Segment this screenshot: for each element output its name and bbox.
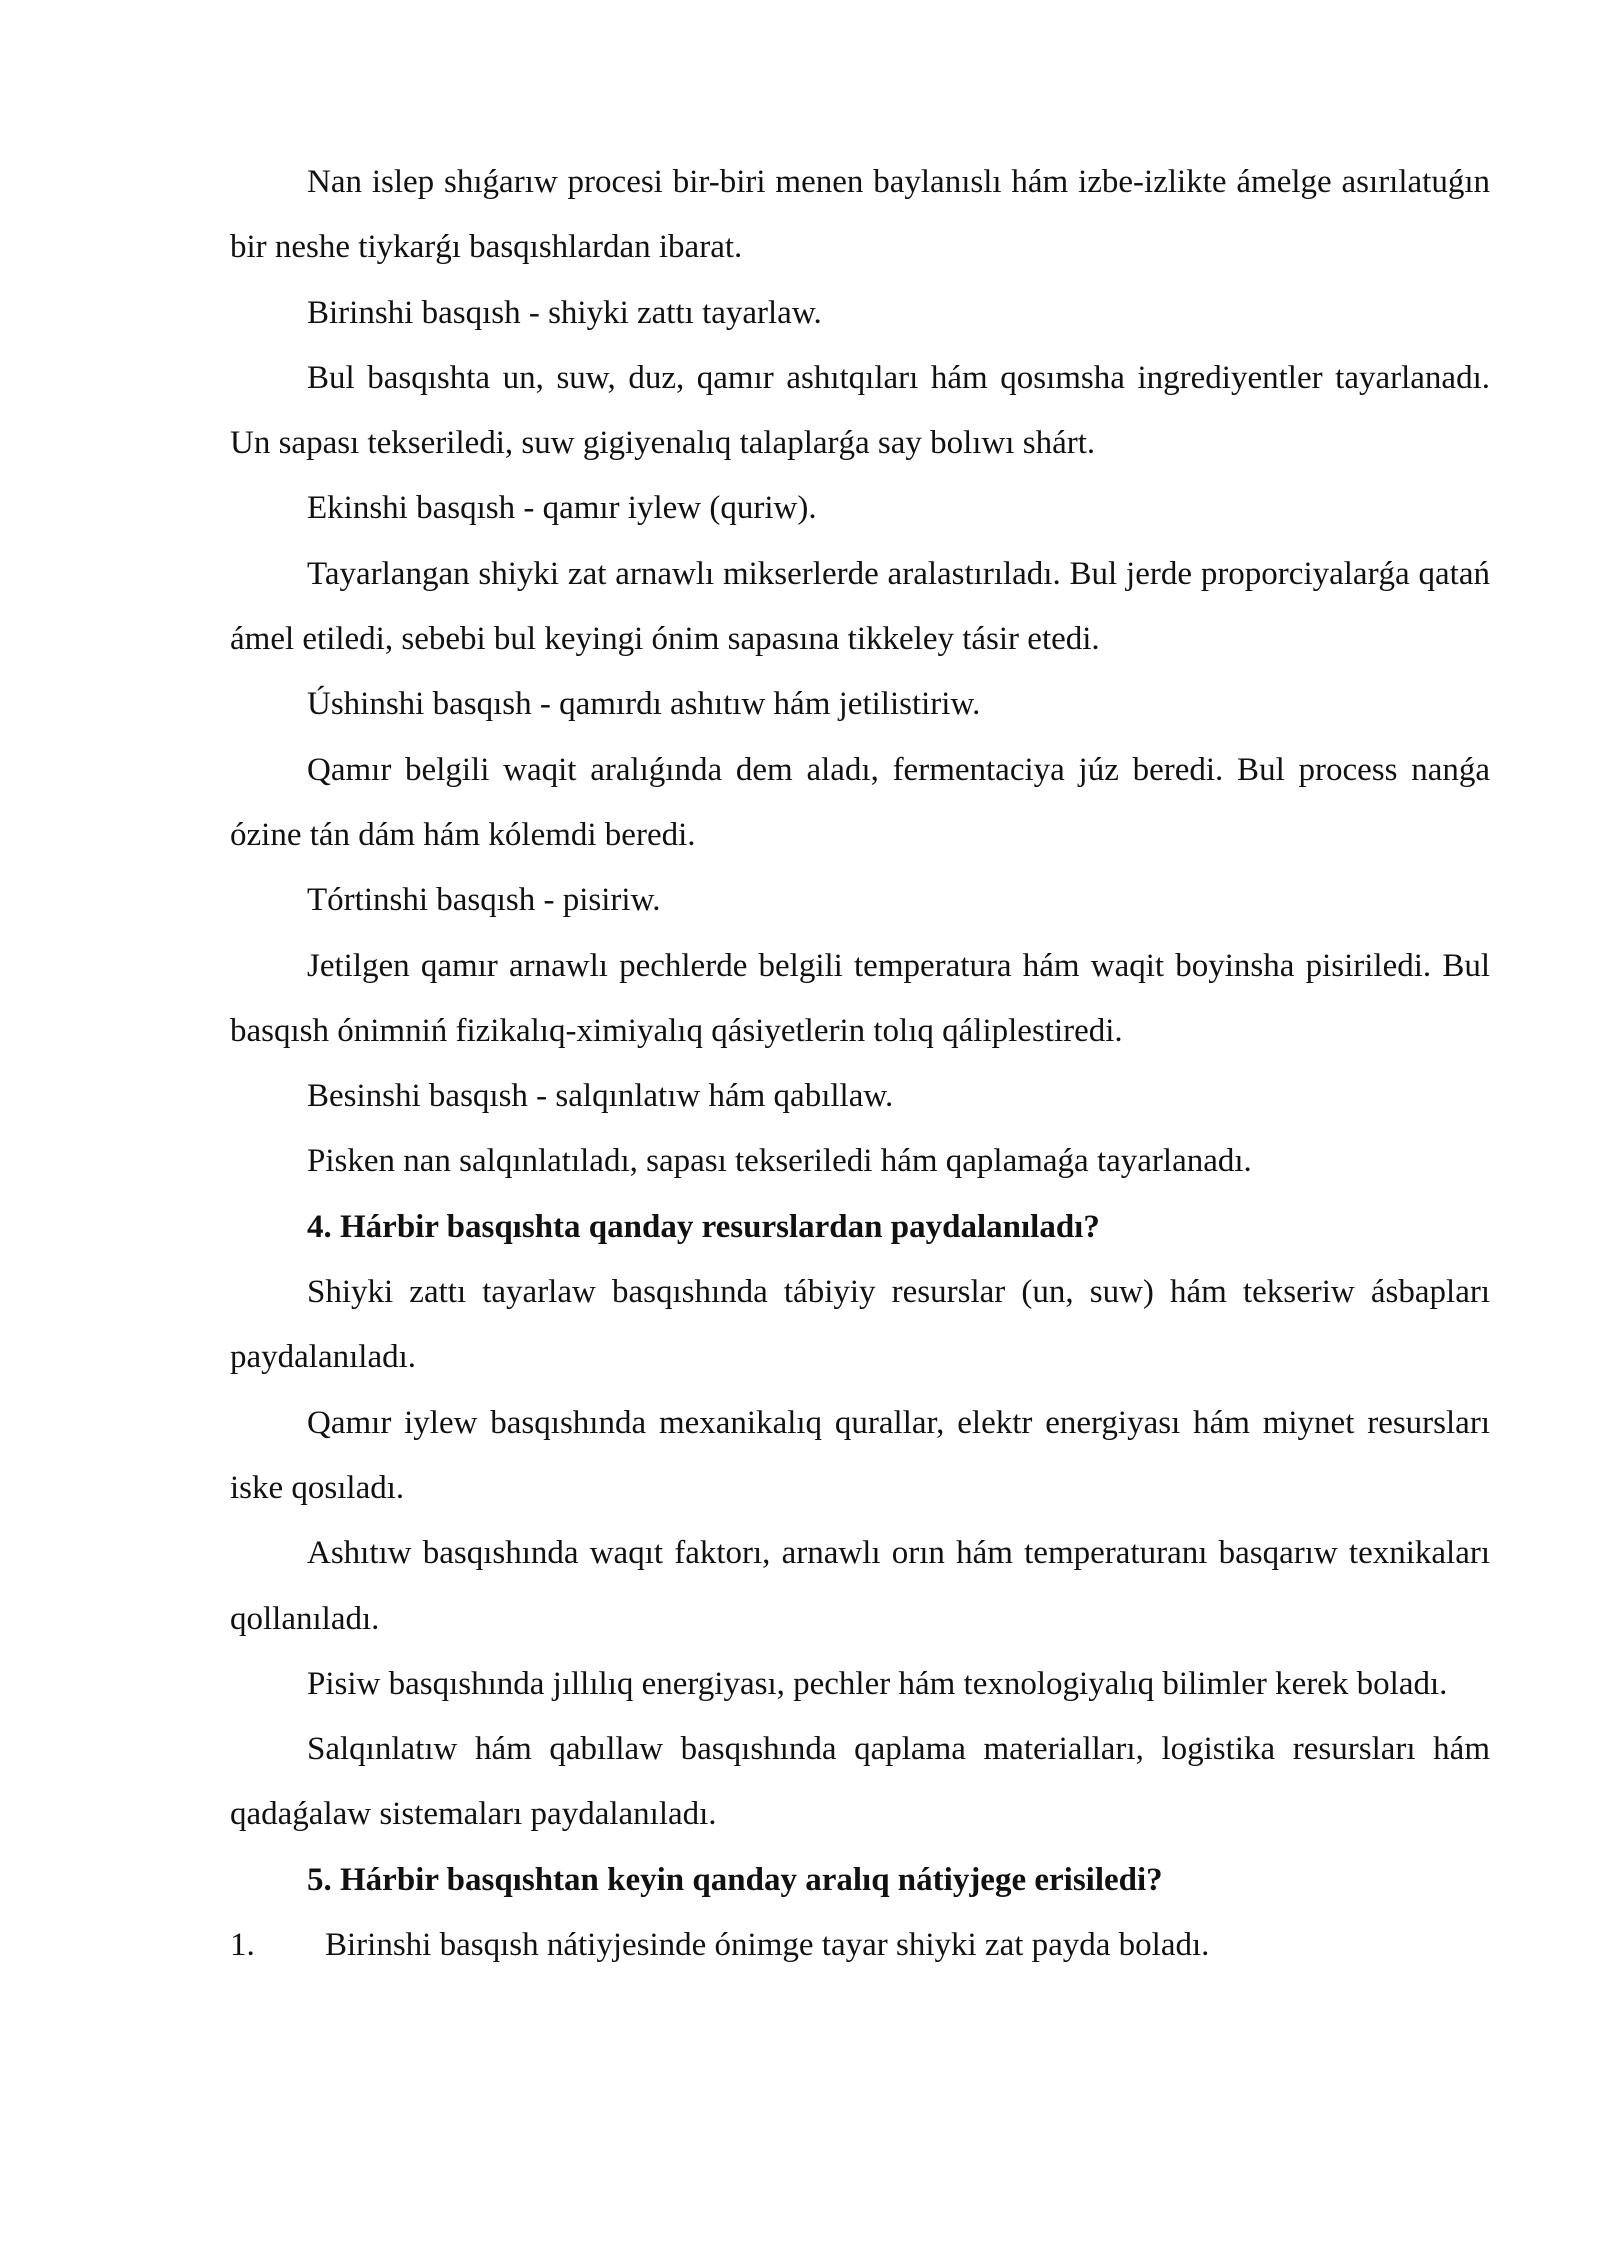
resources-paragraph-5: Salqınlatıw hám qabıllaw basqıshında qaplama materialları, logistika resursları hám qadaǵalaw sistemaları paydalanıladı. bbox=[230, 1731, 1490, 1833]
list-item-number: 1. bbox=[230, 1927, 255, 1964]
stage-2-heading: Ekinshi basqısh - qamır iylew (quriw). bbox=[307, 490, 817, 527]
document-page bbox=[230, 150, 1490, 1978]
stage-4-description: Jetilgen qamır arnawlı pechlerde belgili temperatura hám waqit boyinsha pisiriledi. Bul basqısh ónimniń fizikalıq-ximiyalıq qásiyetlerin tolıq qáliplestiredi. bbox=[230, 947, 1490, 1049]
stage-5-description: Pisken nan salqınlatıladı, sapası tekseriledi hám qaplamaǵa tayarlanadı. bbox=[307, 1143, 1252, 1180]
stage-3-heading: Úshinshi basqısh - qamırdı ashıtıw hám jetilistiriw. bbox=[307, 686, 981, 723]
stage-3-description: Qamır belgili waqit aralıǵında dem aladı, fermentaciya júz beredi. Bul process nanǵa ózine tán dám hám kólemdi beredi. bbox=[230, 751, 1490, 853]
section-4-heading: 4. Hárbir basqıshta qanday resurslardan paydalanıladı? bbox=[307, 1208, 1100, 1245]
stage-1-heading: Birinshi basqısh - shiyki zattı tayarlaw. bbox=[307, 294, 822, 331]
list-item bbox=[230, 1913, 1490, 1978]
resources-paragraph-1: Shiyki zattı tayarlaw basqıshında tábiyiy resurslar (un, suw) hám tekseriw ásbapları paydalanıladı. bbox=[230, 1274, 1490, 1376]
paragraph-intro: Nan islep shıǵarıw procesi bir-biri menen baylanıslı hám izbe-izlikte ámelge asırılatuǵın bir neshe tiykarǵı basqıshlardan ibarat. bbox=[230, 164, 1490, 266]
stage-4-heading: Tórtinshi basqısh - pisiriw. bbox=[307, 882, 661, 919]
resources-paragraph-2: Qamır iylew basqıshında mexanikalıq qurallar, elektr energiyası hám miynet resursları iske qosıladı. bbox=[230, 1404, 1490, 1506]
section-5-heading: 5. Hárbir basqıshtan keyin qanday aralıq nátiyjege erisiledi? bbox=[307, 1861, 1163, 1898]
stage-5-heading: Besinshi basqısh - salqınlatıw hám qabıllaw. bbox=[307, 1078, 894, 1115]
resources-paragraph-3: Ashıtıw basqıshında waqıt faktorı, arnawlı orın hám temperaturanı basqarıw texnikaları qollanıladı. bbox=[230, 1535, 1490, 1637]
resources-paragraph-4: Pisiw basqıshında jıllılıq energiyası, pechler hám texnologiyalıq bilimler kerek boladı. bbox=[307, 1665, 1448, 1702]
list-item-text: Birinshi basqısh nátiyjesinde ónimge tayar shiyki zat payda boladı. bbox=[325, 1927, 1210, 1964]
stage-1-description: Bul basqıshta un, suw, duz, qamır ashıtqıları hám qosımsha ingrediyentler tayarlanadı. Un sapası tekseriledi, suw gigiyenalıq talaplarǵa say bolıwı shárt. bbox=[230, 359, 1490, 462]
stage-2-description: Tayarlangan shiyki zat arnawlı mikserlerde aralastırıladı. Bul jerde proporciyalarǵa qatań ámel etiledi, sebebi bul keyingi ónim sapasına tikkeley tásir etedi. bbox=[230, 555, 1490, 658]
